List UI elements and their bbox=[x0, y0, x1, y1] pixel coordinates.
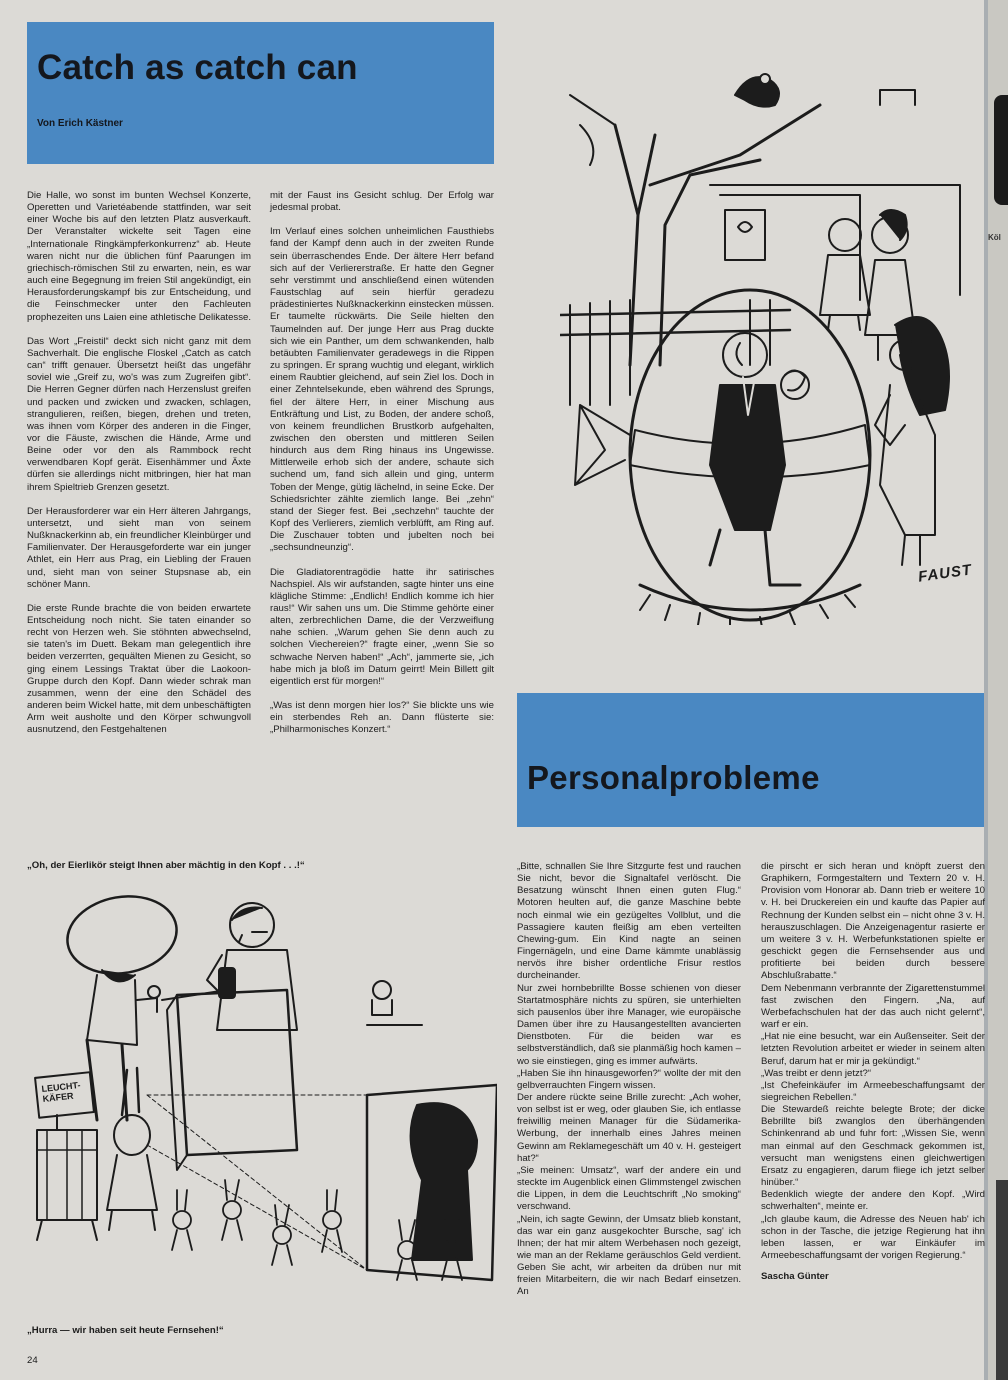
egg-cartoon-illustration bbox=[560, 65, 980, 625]
article2-column-2 bbox=[761, 861, 985, 1283]
paragraph: Das Wort „Freistil“ deckt sich nicht ganz mit dem Sachverhalt. Die englische Floskel „Catch as catch can“ trifft genauer. Übersetzt heißt das ungefähr soviel wie „Greif zu, wo's was zum Zugreifen gibt“. Die Herren Gegner dürfen nach Herzenslust greifen und packen und zwicken und zwacken, schlagen, strangulieren, reißen, biegen, drehen und treten, was ihnen vom Körper des anderen in die Finger, vor die Fäuste, zwischen die Hände, Arme und Beine oder vor den als Rammbock recht verwendbaren Kopf gerät. Eisenhämmer und Äxte dürfen sie allerdings nicht mitbringen, hier hat man ihrem Spieltrieb Grenzen gesetzt. bbox=[27, 335, 251, 493]
crate-sign-line2: KÄFER bbox=[42, 1090, 74, 1104]
paragraph: Im Verlauf eines solchen unheimlichen Fausthiebs fand der Kampf denn auch in der zweiten Runde sein überraschendes Ende. Der ältere Herr befand sich auf der Verliererstraße. Er hatte den Gegner sehr verstimmt und anschließend einen wütenden Faustschlag auf sein hierfür geradezu prädestiniertes Nußknackerkinn einstecken müssen. Er taumelte rückwärts. Die Seile hielten den Taumelnden auf. Der junge Herr aus Prag duckte sich wie ein Panther, um dem schwankenden, halb betäubten Familienvater geradewegs in die Rippen zu springen. Er sprang wuchtig und elegant, wirklich einem Raubtier gleichend, auf sein Ziel los. Doch in einer Zehntelsekunde, eben während des Sprungs, fiel der ältere Herr, in einer Mischung aus Entkräftung und List, zu Boden, der andere schoß, von keinem freundlichen Brustkorb aufgehalten, zwischen den obersten und mittleren Seilen hindurch aus dem Ring hinaus ins Ungewisse. Mittlerweile erhob sich der andere, schaute sich suchend um, fand sich allein und ging, unterm Toben der Menge, gütig lächelnd, in seine Ecke. Der Schiedsrichter zählte ziemlich lange. Bei „zehn“ stand der Sieger fest. Bei „sechzehn“ tauchte der Kopf des Verlierers, ziemlich verblüfft, am Ring auf. Die Zuschauer tobten und jubelten noch bei „sechsundneunzig“. bbox=[270, 226, 494, 554]
cartoon-caption-eierlikoer: „Oh, der Eierlikör steigt Ihnen aber mächtig in den Kopf . . .!“ bbox=[27, 860, 305, 871]
bottom-cartoons-illustration bbox=[27, 880, 497, 1320]
neighbor-page-photo bbox=[996, 1180, 1008, 1380]
paragraph: „Was ist denn morgen hier los?“ Sie blickte uns wie ein sterbendes Reh an. Dann flüsterte sie: „Philharmonisches Konzert.“ bbox=[270, 700, 494, 736]
article1-column-1 bbox=[27, 190, 251, 737]
article2-column-1 bbox=[517, 861, 741, 1299]
article1-title-box bbox=[27, 22, 494, 164]
paragraph: „Sie meinen: Umsatz“, warf der andere ein und steckte im Augenblick einen Glimmstengel zwischen die Lippen, in dem die Leuchtschrift „No smoking“ verschwand. bbox=[517, 1164, 741, 1213]
paragraph: mit der Faust ins Gesicht schlug. Der Erfolg war jedesmal probat. bbox=[270, 190, 494, 214]
crate-sign bbox=[41, 1080, 82, 1104]
crate-sign-line1: LEUCHT- bbox=[41, 1080, 81, 1095]
paragraph: „Ist Chefeinkäufer im Armeebeschaffungsamt der siegreichen Rebellen.“ bbox=[761, 1079, 985, 1103]
paragraph: Dem Nebenmann verbrannte der Zigarettenstummel fast zwischen den Fingern. „Na, auf Werbefachschulen hat der das auch nicht gelernt“, warf er ein. bbox=[761, 982, 985, 1031]
paragraph: Die Gladiatorentragödie hatte ihr satirisches Nachspiel. Als wir aufstanden, sagte hinter uns eine klägliche Stimme: „Endlich! Endlich komme ich hier raus!“ Wir sahen uns um. Die Stimme gehörte einer alten, zerbrechlichen Dame, die der Verzweiflung nahe schien. „Warum gehen Sie denn auch zu solchen Viechereien?“ fragte einer, „wenn Sie so schwache Nerven haben!“ „Ach“, jammerte sie, „ich habe mich ja bloß im Datum geirrt! Mein Billett gilt eigentlich erst für morgen!“ bbox=[270, 566, 494, 687]
paragraph: Die Stewardeß reichte belegte Brote; der dicke Bebrillte biß zwanglos den überhängenden Schinkenrand ab und fuhr fort: „Wissen Sie, wenn man einmal auf den Geschmack gekommen ist, versucht man wenigstens einen gleichwertigen Ersatz zu engagieren, darum fliege ich jetzt selber hinüber.“ bbox=[761, 1104, 985, 1189]
article2-title: Personalprobleme bbox=[527, 759, 820, 796]
neighbor-page-dark-shape bbox=[994, 95, 1008, 205]
article2-title-box bbox=[517, 693, 984, 827]
page-number: 24 bbox=[27, 1355, 38, 1366]
paragraph: „Bitte, schnallen Sie Ihre Sitzgurte fest und rauchen Sie nicht, bevor die Signaltafel verlöscht. Die Besatzung wünscht Ihnen einen guten Flug.“ Motoren heulten auf, die ganze Maschine bebte noch einmal wie ein gezügeltes Vollblut, und die Passagiere kauten fleißig am eben verteilten Chewing-gum. Ein Kind nagte an seinen Fingernägeln, und eine Dame kämmte unablässig nervös ihre bisher ordentliche Frisur restlos durcheinander. bbox=[517, 861, 741, 982]
paragraph: Bedenklich wiegte der andere den Kopf. „Wird schwerhalten“, meinte er. bbox=[761, 1189, 985, 1213]
neighbor-page-edge bbox=[984, 0, 1008, 1380]
paragraph: „Was treibt er denn jetzt?“ bbox=[761, 1067, 872, 1079]
paragraph: „Haben Sie ihn hinausgeworfen?“ wollte der mit den gelbverrauchten Fingern wissen. bbox=[517, 1067, 741, 1091]
paragraph: „Hat nie eine besucht, war ein Außenseiter. Seit der letzten Revolution arbeitet er wieder in seinem alten Beruf, darum hat er mir ja gekündigt.“ bbox=[761, 1031, 985, 1067]
article1-byline: Von Erich Kästner bbox=[37, 118, 123, 129]
neighbor-page-text: Köl bbox=[988, 233, 1001, 242]
paragraph: Der Herausforderer war ein Herr älteren Jahrgangs, untersetzt, und sieht man von seinem Nußknackerkinn ab, ein freundlicher Kleinbürger und Familienvater. Der Herausgeforderte war ein junger Athlet, ein Herr aus Prag, ein Liebling der Frauen und, sieht man von seiner Stupsnase ab, ein schöner Mann. bbox=[27, 505, 251, 590]
neighbor-page-paper bbox=[988, 0, 1008, 1380]
article1-column-2 bbox=[270, 190, 494, 737]
paragraph: Die Halle, wo sonst im bunten Wechsel Konzerte, Operetten und Varietéabende stattfinden, war seit einer Woche bis auf den letzten Platz ausverkauft. Der Veranstalter wickelte seit Tagen eine „Internationale Ringkämpferkonkurrenz“ ab. Heute waren nicht nur die üblichen fünf Paarungen im griechisch-römischen Stil zu erwarten, nein, es war auch eine Begegnung im freien Stil angekündigt, ein Herausforderungskampf bis zur Entscheidung, und die Feinschmecker unter den Fachleuten prophezeiten uns Laien eine athletische Delikatesse. bbox=[27, 190, 252, 323]
article1-title: Catch as catch can bbox=[37, 48, 358, 87]
paragraph: Nur zwei hornbebrillte Bosse schienen von dieser Startatmosphäre nichts zu spüren, sie unterhielten sich pausenlos über ihre Manager, wie europäische Damen über ihre zu Hausangestellten avancierten Dienstboten. Für die beiden war es selbstverständlich, daß sie planmäßig hoch kamen – wo sie einstiegen, ging es immer aufwärts. bbox=[517, 982, 741, 1067]
paragraph: „Nein, ich sagte Gewinn, der Umsatz blieb konstant, das war ein ganz ausgekochter Bursche, sag' ich Ihnen; der hat mir altem Werbehasen noch gezeigt, wie man an der Reklame geräuschlos Geld verdient. Geben Sie acht, wir arbeiten da drüben nur mit freien Mitarbeitern, die wir nach Bedarf einsetzen. An bbox=[517, 1213, 741, 1298]
paragraph: die pirscht er sich heran und knöpft zuerst den Graphikern, Formgestaltern und Textern 20 v. H. Provision vom Honorar ab. Dann trieb er weitere 10 v. H. bei Druckereien ein und kaufte das Papier auf Rechnung der Kunden selbst ein – nicht ohne 3 v. H. herauszuschlagen. Die Anzeigenagentur rasierte er um weitere 3 v. H. Werbefunkstationen spielte er geschickt gegen die Fernsehsender aus und profitierte bei beiden durch bessere Abschlußrabatte.“ bbox=[761, 861, 985, 982]
cartoon-caption-fernsehen: „Hurra — wir haben seit heute Fernsehen!“ bbox=[27, 1325, 224, 1336]
paragraph: „Ich glaube kaum, die Adresse des Neuen hab' ich schon in der Tasche, die jetzige Regierung hat ihn leben lassen, er war Einkäufer im Armeebeschaffungsamt der vorigen Regierung.“ bbox=[761, 1213, 985, 1261]
article2-author: Sascha Günter bbox=[761, 1271, 829, 1283]
cartoonist-signature: FAUST bbox=[917, 561, 974, 586]
paragraph: Die erste Runde brachte die von beiden erwartete Entscheidung noch nicht. Sie taten einander so recht von Herzen weh. Sie stöhnten abwechselnd, sie taten's im Duett. Bekam man gelegentlich ihre beiden verzerrten, gequälten Mienen zu Gesicht, so ging einem Lessings Traktat über die Laokoon-Gruppe durch den Kopf. Dann wieder schrak man zusammen, wenn der eine den Schädel des anderen beim Wickel hatte, mit dem unbeschäftigten Arm weit ausholte und den Körper schwungvoll ausnutzend, den Festgehaltenen bbox=[27, 602, 251, 736]
paragraph: Der andere rückte seine Brille zurecht: „Ach woher, von selbst ist er weg, oder glauben Sie, ich entlasse freiwillig meinen Manager für die Südamerika-Werbung, der innerhalb eines Jahres meinen Gewinn am Reklamegeschäft um 40 v. H. gesteigert hat?“ bbox=[517, 1091, 741, 1164]
